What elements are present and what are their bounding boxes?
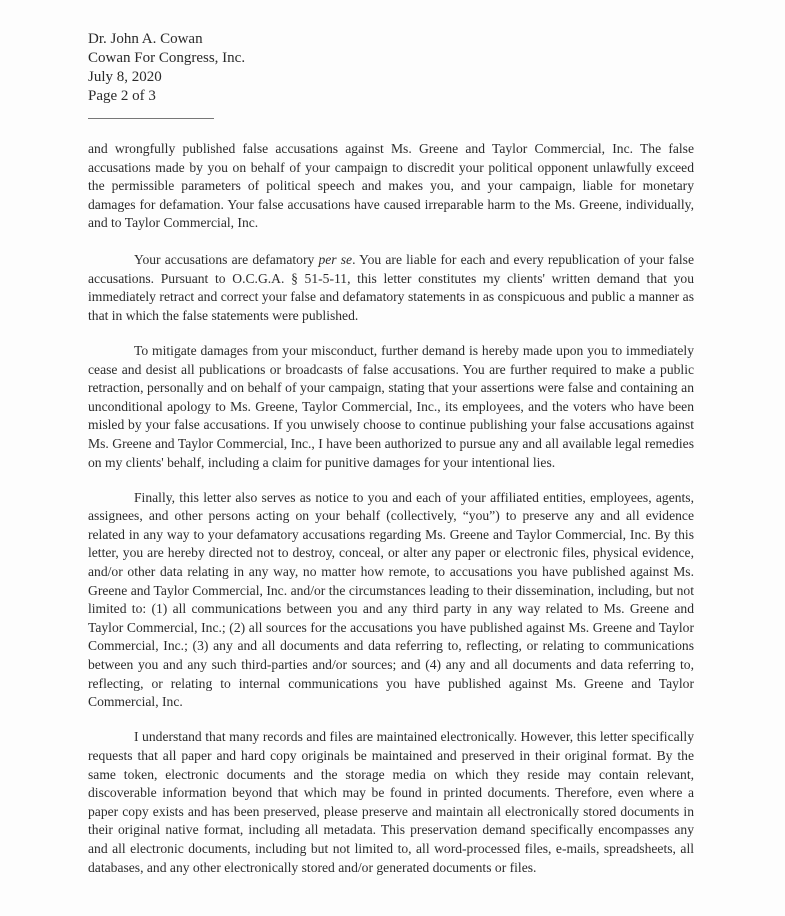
paragraph-electronic-records: I understand that many records and files are maintained electronically. However, this letter specifically requests that all paper and hard copy originals be maintained and preserved in their original format. By the same token, electronic documents and the storage media on which they reside may contain relevant, discoverable information beyond that which may be found in printed documents. Therefore, even where a paper copy exists and has been preserved, please preserve and maintain all electronically stored documents in their original native format, including all metadata. This preservation demand specifically encompasses any and all electronic documents, including but not limited to, all word-processed files, e-mails, spreadsheets, all databases, and any other electronically stored and/or generated documents or files.	[88, 729, 694, 875]
paragraph-defamatory	[88, 251, 694, 325]
paragraph-defamatory-emphasis: per se	[318, 251, 353, 267]
header-divider	[88, 118, 214, 119]
recipient-organization: Cowan For Congress, Inc.	[88, 50, 246, 66]
paragraph-mitigate: To mitigate damages from your misconduct, further demand is hereby made upon you to immediately cease and desist all publications or broadcasts of false accusations. You are further required to make a public retraction, personally and on behalf of your campaign, stating that your assertions were false and containing an unconditional apology to Ms. Greene, Taylor Commercial, Inc., its employees, and the voters who have been misled by your false accusations. If you unwisely choose to continue publishing your false accusations against Ms. Greene and Taylor Commercial, Inc., I have been authorized to pursue any and all available legal remedies on my clients' behalf, including a claim for punitive damages for your intentional lies.	[88, 342, 694, 470]
letter-body	[88, 140, 694, 894]
letter-header	[88, 30, 245, 106]
page-number: Page 2 of 3	[88, 88, 156, 104]
paragraph-defamatory-rest: . You are liable for each and every republication of your false accusations. Pursuant to O.C.G.A. § 51-5-11, this letter constitutes my clients' written demand that you immediately retract and correct your false and defamatory statements in as conspicuous and public a manner as that in which the false statements were published.	[88, 251, 694, 323]
paragraph-preservation-notice: Finally, this letter also serves as notice to you and each of your affiliated entities, employees, agents, assignees, and other persons acting on your behalf (collectively, “you”) to preserve any and all evidence related in any way to your defamatory accusations regarding Ms. Greene and Taylor Commercial, Inc. By this letter, you are hereby directed not to destroy, conceal, or alter any paper or electronic files, physical evidence, and/or other data relating in any way, no matter how remote, to accusations you have published against Ms. Greene and Taylor Commercial, Inc. and/or the circumstances leading to their dissemination, including, but not limited to: (1) all communications between you and any third party in any way related to Ms. Greene and Taylor Commercial, Inc.; (2) all sources for the accusations you have published against Ms. Greene and Taylor Commercial, Inc.; (3) any and all documents and data referring to, reflecting, or relating to communications between you and any such third-parties and/or sources; and (4) any and all documents and data referring to, reflecting, or relating to internal communications you have published against Ms. Greene and Taylor Commercial, Inc.	[88, 489, 694, 710]
paragraph-defamatory-start: Your accusations are defamatory	[134, 251, 319, 267]
letter-date: July 8, 2020	[88, 69, 162, 85]
recipient-name: Dr. John A. Cowan	[88, 31, 203, 47]
paragraph-continuation: and wrongfully published false accusations against Ms. Greene and Taylor Commercial, Inc. The false accusations made by you on behalf of your campaign to discredit your political opponent unlawfully exceed the permissible parameters of political speech and makes you, and your campaign, liable for monetary damages for defamation. Your false accusations have caused irreparable harm to the Ms. Greene, individually, and to Taylor Commercial, Inc.	[88, 141, 694, 231]
